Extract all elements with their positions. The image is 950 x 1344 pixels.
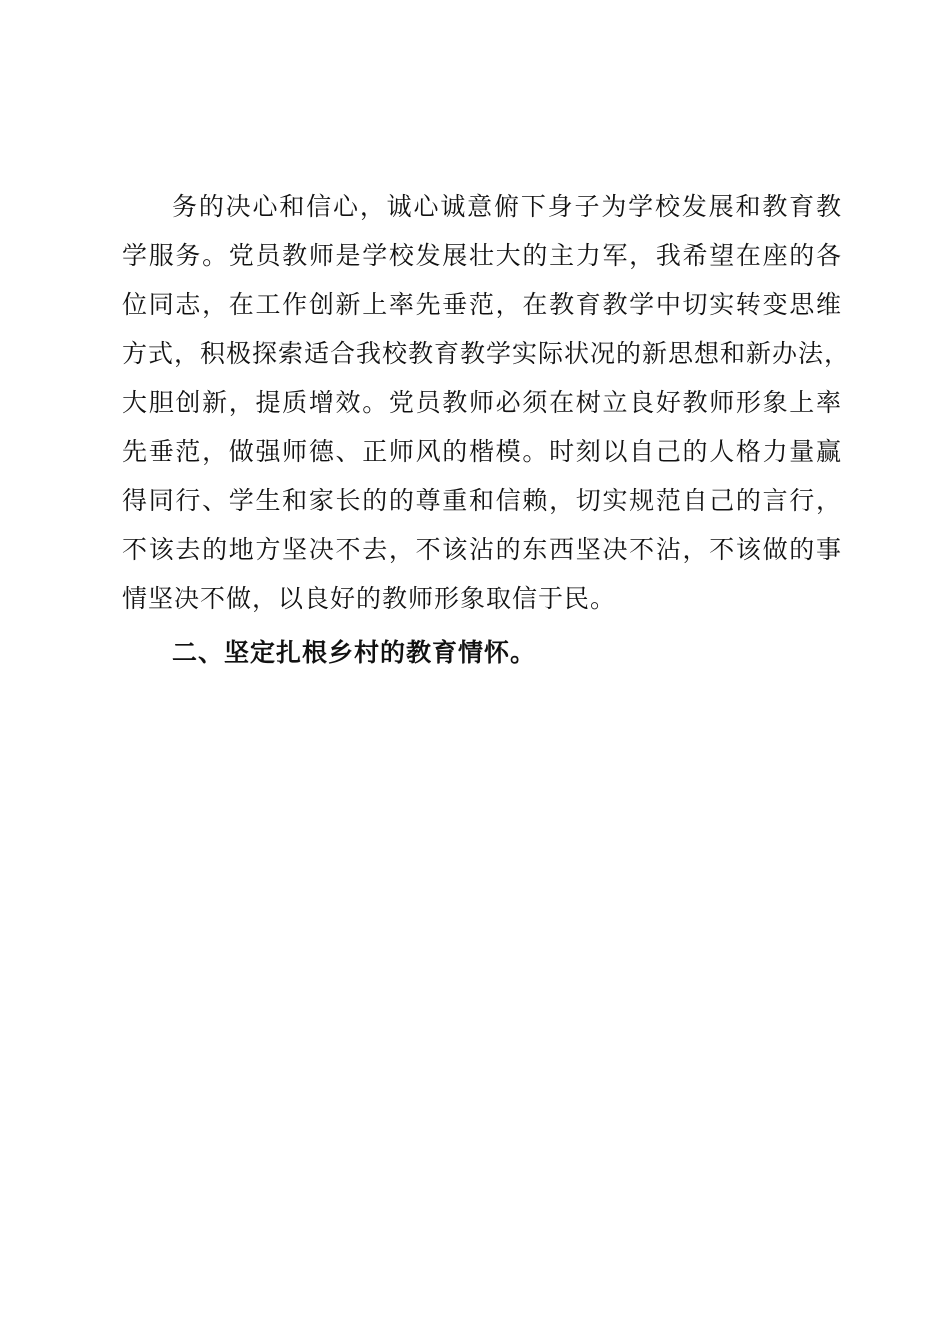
paragraph-line: 学服务。党员教师是学校发展壮大的主力军，我希望在座的各 [122,241,842,270]
paragraph-line: 方式，积极探索适合我校教育教学实际状况的新思想和新办法， [122,339,851,368]
paragraph-line: 得同行、学生和家长的的尊重和信赖，切实规范自己的言行， [122,486,842,515]
paragraph-line: 务的决心和信心，诚心诚意俯下身子为学校发展和教育教 [172,192,842,221]
body-paragraph [122,182,851,623]
paragraph-line: 不该去的地方坚决不去，不该沾的东西坚决不沾，不该做的事 [122,535,842,564]
paragraph-line: 先垂范，做强师德、正师风的楷模。时刻以自己的人格力量赢 [122,437,842,466]
paragraph-line: 情坚决不做，以良好的教师形象取信于民。 [122,584,617,613]
paragraph-line: 位同志，在工作创新上率先垂范，在教育教学中切实转变思维 [122,290,842,319]
paragraph-line: 大胆创新，提质增效。党员教师必须在树立良好教师形象上率 [122,388,842,417]
section-heading: 二、坚定扎根乡村的教育情怀。 [172,638,537,667]
